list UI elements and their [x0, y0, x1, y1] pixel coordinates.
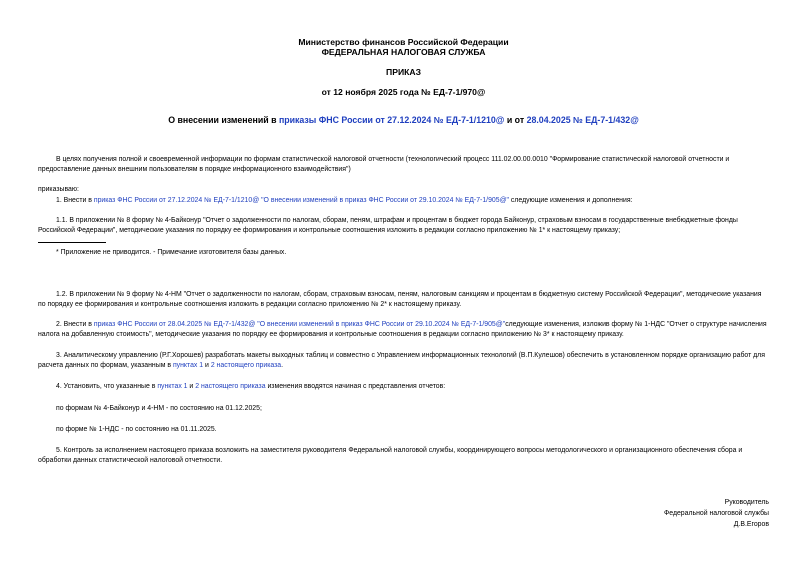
paragraph-1-2: 1.2. В приложении № 9 форму № 4-НМ "Отчет о задолженности по налогам, сборам, страховым взносам, пеням, налоговым санкциям и процентам в бюджетную систему Российской Федерации", методические указания по порядку ее формирования и контрольные соотношения изложить в редакции согласно приложению № 2* к настоящему приказу. [38, 291, 762, 308]
signature-organization: Федеральной налоговой службы [664, 510, 769, 517]
paragraph-1 [38, 196, 770, 206]
doc-type: ПРИКАЗ [386, 67, 421, 77]
p4-link-item2[interactable]: 2 настоящего приказа [195, 383, 266, 390]
p3-link-item2[interactable]: 2 настоящего приказа [210, 362, 282, 369]
intro-paragraph: В целях получения полной и своевременной информации по формам статистической налоговой отчетности (технологический процесс 111.02.00.00.0010 "Формирование статистической налоговой отчетности и предоставление данных внешним пользователям в порядке информационного взаимодействия") [38, 156, 730, 173]
p4-suffix: изменения вводятся начиная с представления отчетов: [265, 383, 446, 390]
paragraph-4-b: по форме № 1-НДС - по состоянию на 01.11.2025. [56, 426, 217, 433]
paragraph-4-a: по формам № 4-Байконур и 4-НМ - по состоянию на 01.12.2025; [56, 405, 262, 412]
footnote: * Приложение не приводится. - Примечание изготовителя базы данных. [56, 249, 287, 256]
signature-name: Д.В.Егоров [733, 521, 769, 528]
paragraph-2 [38, 320, 770, 340]
p2-prefix: 2. Внести в [56, 321, 94, 328]
signature-title: Руководитель [724, 499, 769, 506]
title-prefix: О внесении изменений в [168, 115, 279, 125]
doc-title [0, 115, 807, 126]
p3-and: и [203, 362, 211, 369]
title-link-orders[interactable]: приказы ФНС России от 27.12.2024 № ЕД-7-1/1210@ [278, 115, 505, 125]
p3-prefix: 3. Аналитическому управлению (Р.Г.Хорошев) разработать макеты выходных таблиц и совместно с Управлением информационных технологий (В.П.Кулешов) обеспечить в установленном порядке организацию работ для расчета данных по формам, указанным в [38, 352, 765, 369]
paragraph-1-1: 1.1. В приложении № 8 форму № 4-Байконур "Отчет о задолженности по налогам, сборам, пеням, штрафам и процентам в бюджет города Байконур, страховым взносам в государственные внебюджетные фонды Российской Федерации", методические указания по порядку ее формирования и контрольные соотношения изложить в редакции согласно приложению № 1* к настоящему приказу; [38, 217, 738, 234]
p4-link-item1[interactable]: пунктах 1 [157, 383, 188, 390]
paragraph-4 [38, 382, 770, 392]
ministry-name: Министерство финансов Российской Федерации [298, 37, 509, 47]
paragraph-3 [38, 351, 770, 371]
p4-and: и [187, 383, 196, 390]
p2-link-amendment[interactable]: "О внесении изменений в приказ ФНС России от 29.10.2024 № ЕД-7-1/905@" [257, 321, 506, 328]
orders-word: приказываю: [38, 186, 79, 193]
p1-suffix: следующие изменения и дополнения: [509, 197, 633, 204]
p2-suffix: следующие изменения, изложив форму № 1-НДС "Отчет о структуре начисления налога на добавленную стоимость", методические указания по порядку ее формирования и контрольные соотношения в редакции согласно приложению № 3* к настоящему приказу. [38, 321, 767, 338]
p2-link-order[interactable]: приказ ФНС России от 28.04.2025 № ЕД-7-1/432@ [93, 321, 256, 328]
p3-end: . [281, 362, 284, 369]
service-name: ФЕДЕРАЛЬНАЯ НАЛОГОВАЯ СЛУЖБА [321, 47, 486, 57]
p3-link-item1[interactable]: пунктах 1 [172, 362, 204, 369]
footnote-divider [38, 242, 106, 243]
p1-prefix: 1. Внести в [56, 197, 94, 204]
p4-prefix: 4. Установить, что указанные в [56, 383, 158, 390]
paragraph-5: 5. Контроль за исполнением настоящего приказа возложить на заместителя руководителя Федеральной налоговой службы, координирующего вопросы методологического и организационного обеспечения сбора и обработки данных статистической налоговой отчетности. [38, 447, 743, 464]
title-link-order-2025[interactable]: 28.04.2025 № ЕД-7-1/432@ [526, 115, 639, 125]
doc-date-number: от 12 ноября 2025 года № ЕД-7-1/970@ [321, 87, 486, 97]
p1-link-order[interactable]: приказ ФНС России от 27.12.2024 № ЕД-7-1/1210@ "О внесении изменений в приказ ФНС России от 29.10.2024 № ЕД-7-1/905@" [93, 197, 510, 204]
title-middle: и от [504, 115, 527, 125]
